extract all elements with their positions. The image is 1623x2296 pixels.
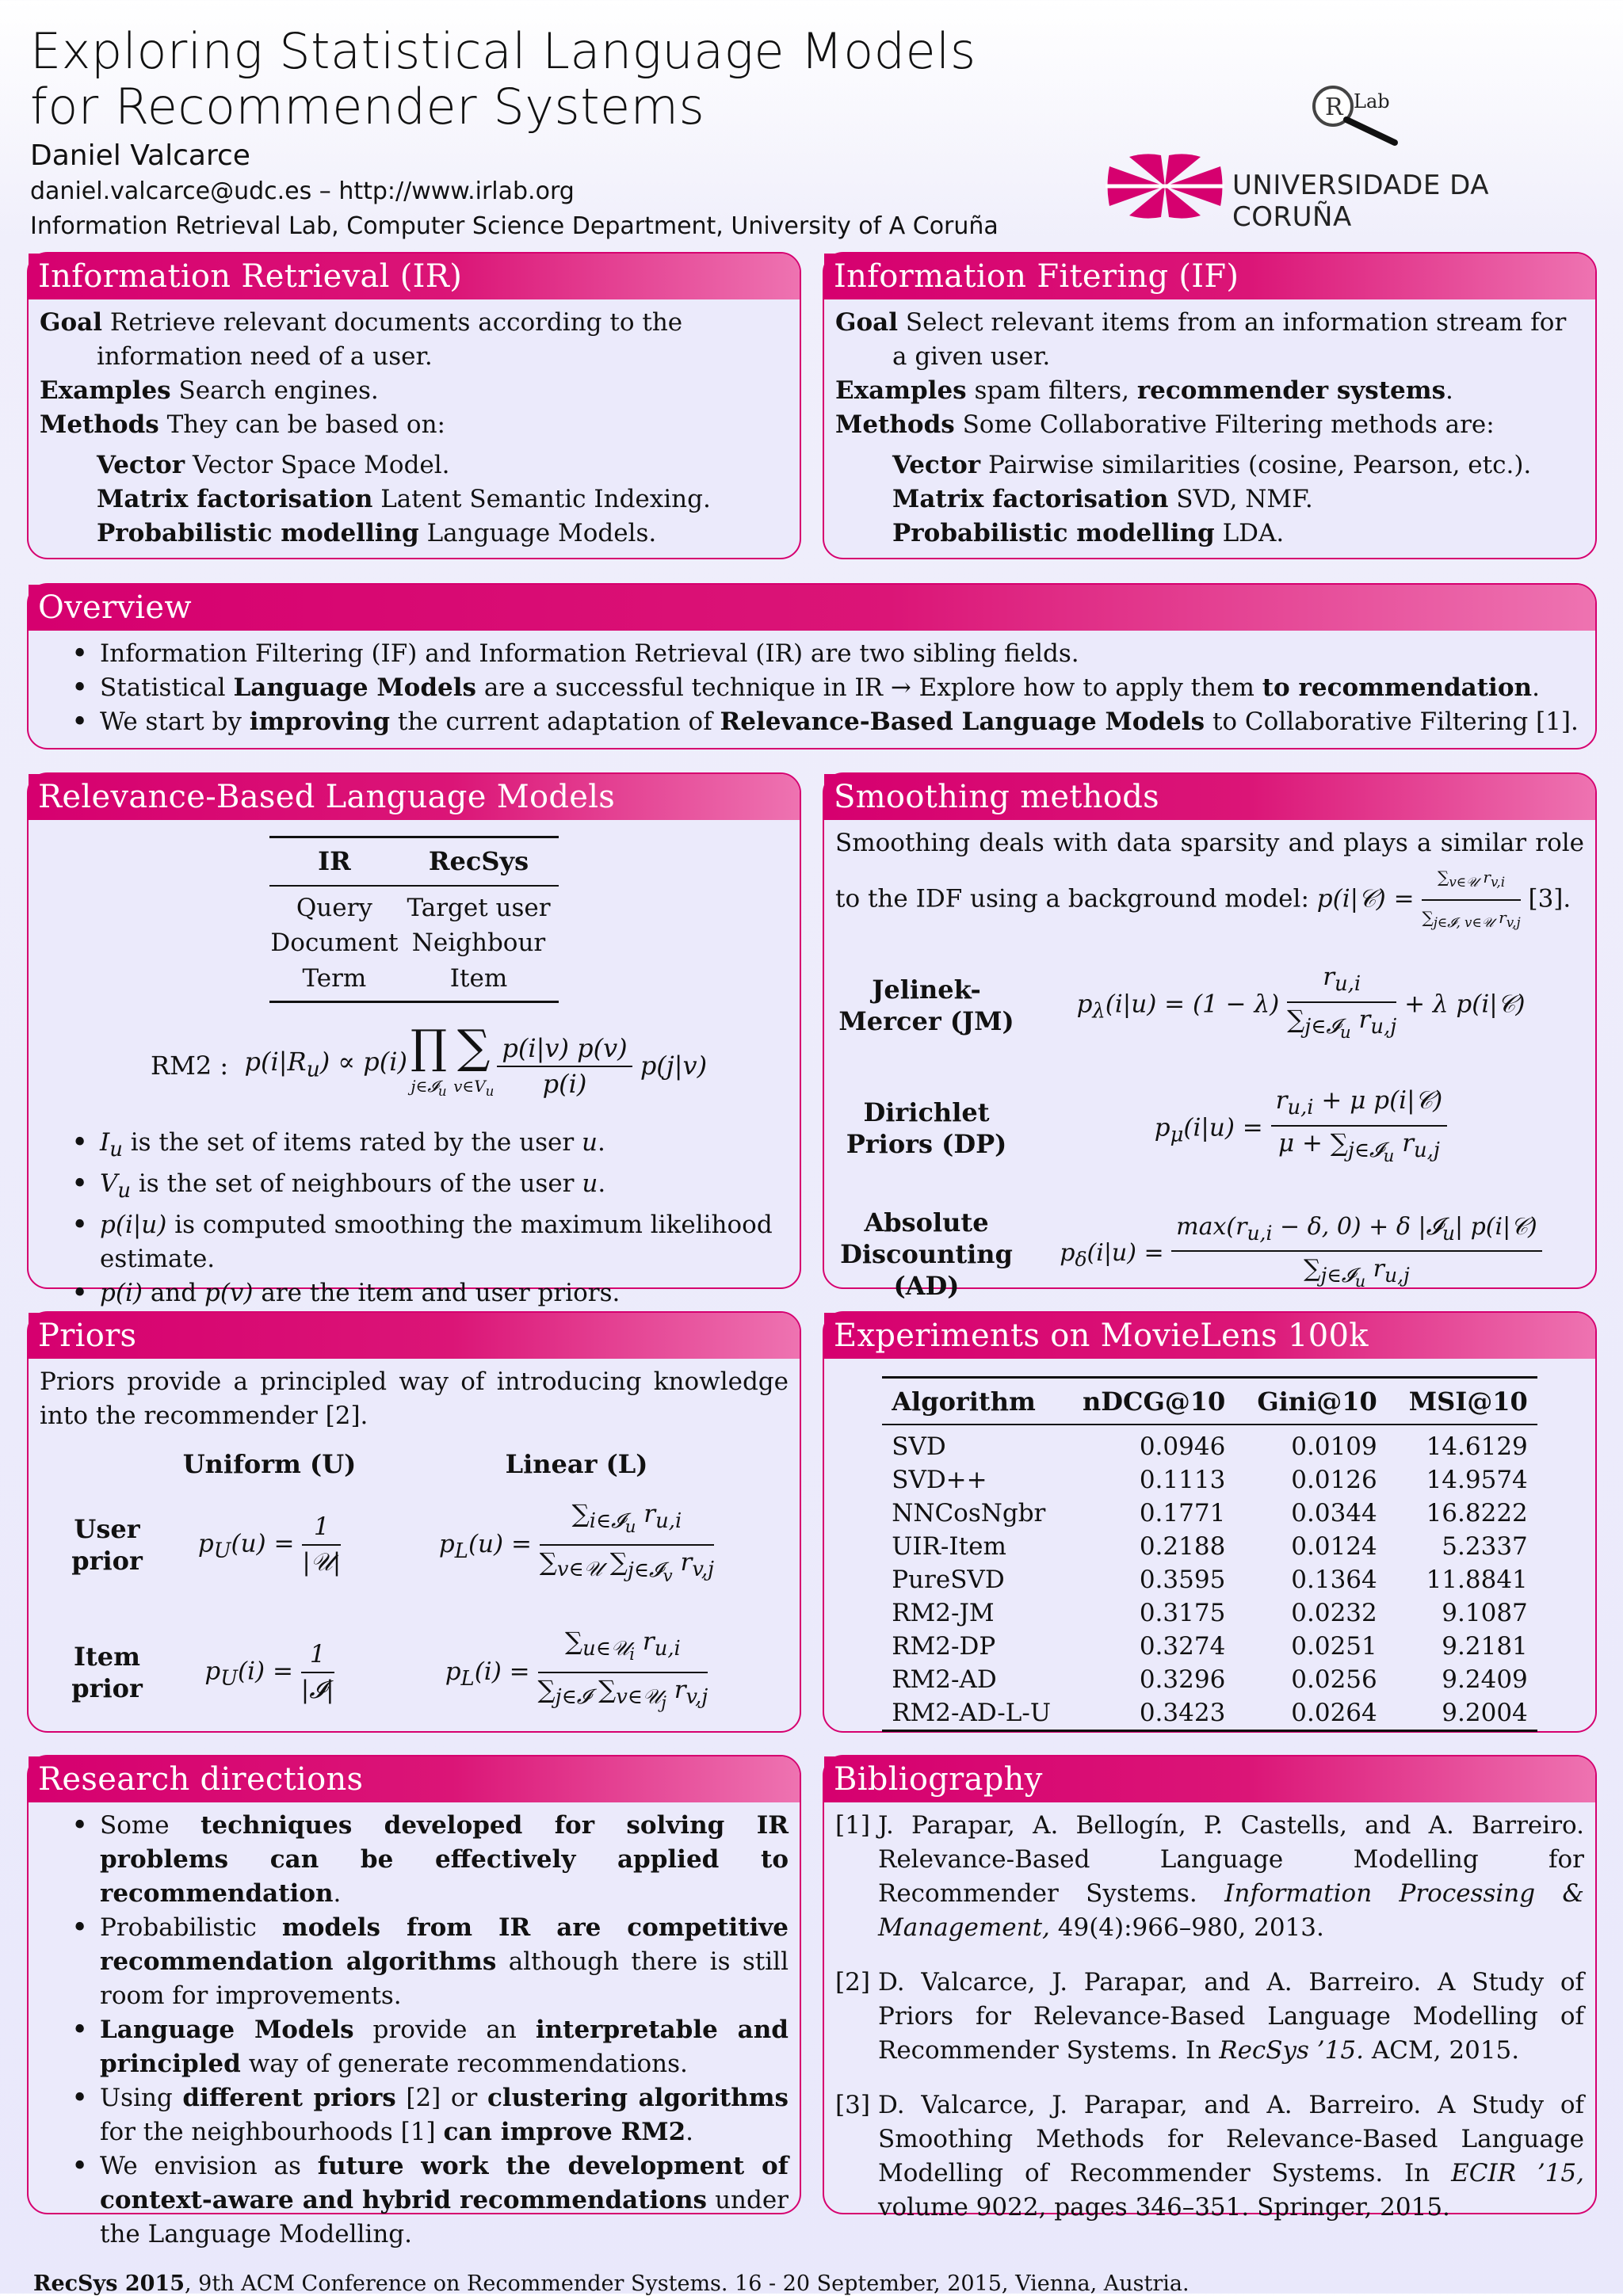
- bib-entry: [2] D. Valcarce, J. Parapar, and A. Barreiro. A Study of Priors for Relevance-Based Language Modelling of Recommender Systems. In RecSys ’15. ACM, 2015.: [835, 1968, 1584, 2065]
- section-research: [27, 1755, 801, 2248]
- results-table: Algorithm nDCG@10 Gini@10 MSI@10 SVD 0.0946 0.0109 14.6129 SVD++ 0.1113 0.0126 14.9574 NNCosNgbr 0.1771 0.0344 16.8222 UIR-Item 0.2188 0.0124 5.2337 PureSVD 0.3595 0.1364 11.8841 RM2-JM 0.3175 0.0232 9.1087 RM2-DP 0.3274 0.0251 9.2181 RM2-AD 0.3296 0.0256 9.2409 RM2-AD-L-U 0.3423 0.0264 9.2004: [882, 1376, 1537, 1732]
- irlab-logo: [1308, 79, 1403, 151]
- list-item: • Information Filtering (IF) and Information Retrieval (IR) are two sibling fields.: [100, 637, 1584, 671]
- list-item: • Using different priors [2] or clustering algorithms for the neighbourhoods [1] can improve RM2.: [100, 2081, 789, 2149]
- poster-title-line2: for Recommender Systems: [30, 78, 705, 135]
- table-cell: 0.0264: [1291, 1699, 1377, 1727]
- author-name: Daniel Valcarce: [30, 139, 250, 172]
- section-overview: [27, 583, 1597, 749]
- table-cell: 0.3296: [1139, 1665, 1226, 1694]
- table-cell: 9.2181: [1442, 1632, 1528, 1661]
- university-emblem-icon: [1106, 151, 1224, 222]
- table-cell: 0.0126: [1291, 1466, 1377, 1494]
- table-cell: 0.3595: [1139, 1566, 1226, 1594]
- section-title: Smoothing methods: [824, 774, 1595, 820]
- table-cell: 0.0256: [1291, 1665, 1377, 1694]
- table-cell: RM2-AD-L-U: [892, 1699, 1051, 1727]
- svg-text:R: R: [1325, 93, 1343, 121]
- table-cell: 14.9574: [1426, 1466, 1528, 1494]
- item-prior-row: Item prior $p_U(i)$ = $\frac{1}{\text{|𝓘|}}$ $p_L(i)$ = $\frac{\sum_{u\in 𝒰_i} r_{u,i}}{\sum_{j\in 𝓘} \sum_{v\in 𝒰_j} r_{v,j}}$: [40, 1625, 789, 1721]
- table-cell: 0.2188: [1139, 1532, 1226, 1561]
- table-cell: 14.6129: [1426, 1432, 1528, 1461]
- table-cell: 0.3274: [1139, 1632, 1226, 1661]
- table-cell: SVD: [892, 1432, 946, 1461]
- author-affiliation: Information Retrieval Lab, Computer Science Department, University of A Coruña: [30, 212, 999, 240]
- table-cell: 11.8841: [1426, 1566, 1528, 1594]
- list-item: • $I_u$ is the set of items rated by the user u.: [100, 1126, 789, 1167]
- section-priors: Priors Priors provide a principled way of introducing knowledge into the recommender [2]. Uniform (U) Linear (L) User prior $p_U(u)$ = $\frac{1}{\text{|𝒰|}}$ $p_L(u)$ = $\frac{\sum_{i\in 𝓘_u} r_{u,i}}{\sum_{v\in 𝒰} \sum_{j\in 𝓘_v} r_{v,j}}$ Item prior $p_U(i)$ = $\frac{1}{\text{|𝓘|}}$ $p_L(i)$ = $\frac{\sum_{u\in 𝒰_i} r_{u,i}}{\sum_{j\in 𝓘} \sum_{v\in 𝒰_j} r_{v,j}}$: [27, 1311, 801, 1733]
- footer-conference: RecSys 2015, 9th ACM Conference on Recommender Systems. 16 - 20 September, 2015, Vienna, Austria.: [33, 2271, 1190, 2296]
- table-cell: 0.1364: [1291, 1566, 1377, 1594]
- list-item: • p(i) and p(v) are the item and user priors.: [100, 1276, 789, 1310]
- table-row: [882, 1425, 1537, 1463]
- table-cell: 0.1113: [1139, 1466, 1226, 1494]
- section-bibliography: [823, 1755, 1597, 2222]
- section-title: Priors: [29, 1313, 800, 1359]
- section-title: Experiments on MovieLens 100k: [824, 1313, 1595, 1359]
- bib-entry: [1] J. Parapar, A. Bellogín, P. Castells, and A. Barreiro. Relevance-Based Language Modelling for Recommender Systems. Information Processing & Management, 49(4):966–980, 2013.: [835, 1811, 1585, 1942]
- table-cell: 0.0344: [1291, 1499, 1377, 1527]
- table-cell: 0.3423: [1139, 1699, 1226, 1727]
- section-relevance-models: [27, 772, 801, 1308]
- table-cell: 0.0946: [1139, 1432, 1226, 1461]
- irlab-logo-text: Lab: [1354, 90, 1390, 113]
- poster-header: [30, 24, 999, 244]
- table-cell: NNCosNgbr: [892, 1499, 1046, 1527]
- user-prior-row: User prior $p_U(u)$ = $\frac{1}{\text{|𝒰|}}$ $p_L(u)$ = $\frac{\sum_{i\in 𝓘_u} r_{u,i}}{\sum_{v\in 𝒰} \sum_{j\in 𝓘_v} r_{v,j}}$: [40, 1497, 789, 1593]
- section-title: Relevance-Based Language Models: [29, 774, 800, 820]
- table-row: [882, 1663, 1537, 1696]
- jm-formula-row: Jelinek-Mercer (JM) $p_\lambda(i|u) = (1 - \lambda)$ $\frac{r_{u,i}}{\sum_{j\in 𝓘_u} r_{u,j}}$ + λ p(i|𝒞): [835, 960, 1584, 1051]
- table-cell: 0.0232: [1291, 1599, 1377, 1627]
- table-cell: RM2-JM: [892, 1599, 995, 1627]
- list-item: • We envision as future work the development of context-aware and hybrid recommendations under the Language Modelling.: [100, 2149, 789, 2252]
- table-cell: 0.3175: [1139, 1599, 1226, 1627]
- section-smoothing: Smoothing methods Smoothing deals with data sparsity and plays a similar role to the IDF using a background model: p(i|𝒞) = $\frac{\sum_{v\in 𝒰} r_{v,i}}{\sum_{j\in 𝓘, v\in 𝒰} r_{v,j}}$ [3]. Jelinek-Mercer (JM) $p_\lambda(i|u) = (1 - \lambda)$ $\frac{r_{u,i}}{\sum_{j\in 𝓘_u} r_{u,j}}$ + λ p(i|𝒞) Dirichlet Priors (DP) $p_\mu(i|u)$ = $\frac{r_{u,i} + \mu p(i|𝒞)}{\mu + \sum_{j\in 𝓘_u} r_{u,j}}$ Absolute Discounting (AD) $p_\delta(i|u)$ = $\frac{\max(r_{u,i} - \delta, 0) + \delta |𝓘_u| p(i|𝒞)}{\sum_{j\in 𝓘_u} r_{u,j}}$: [823, 772, 1597, 1289]
- section-title: Bibliography: [824, 1756, 1595, 1802]
- table-row: [882, 1696, 1537, 1731]
- table-row: [882, 1463, 1537, 1497]
- table-cell: RM2-DP: [892, 1632, 996, 1661]
- table-row: [882, 1596, 1537, 1630]
- table-cell: 9.1087: [1442, 1599, 1528, 1627]
- rm2-formula: RM2 : $p(i|R_u) \propto p(i)$ ∏ j∈𝓘$_u$ ∑ $v\in V_u$ $\frac{p(i|v) p(v)}{p(i)}$ p(j|v): [151, 1020, 708, 1099]
- table-cell: PureSVD: [892, 1566, 1005, 1594]
- section-title: Information Fitering (IF): [824, 254, 1595, 299]
- table-row: [882, 1630, 1537, 1663]
- section-experiments: [823, 1311, 1597, 1733]
- table-row: [882, 1530, 1537, 1563]
- section-title: Information Retrieval (IR): [29, 254, 800, 299]
- list-item: • We start by improving the current adaptation of Relevance-Based Language Models to Collaborative Filtering [1].: [100, 705, 1584, 739]
- dp-formula-row: Dirichlet Priors (DP) $p_\mu(i|u)$ = $\frac{r_{u,i} + \mu p(i|𝒞)}{\mu + \sum_{j\in 𝓘_u} r_{u,j}}$: [835, 1084, 1584, 1174]
- table-row: [882, 1497, 1537, 1530]
- table-cell: 0.0109: [1291, 1432, 1377, 1461]
- table-cell: 16.8222: [1426, 1499, 1528, 1527]
- table-cell: 0.0124: [1291, 1532, 1377, 1561]
- list-item: • Language Models provide an interpretable and principled way of generate recommendations.: [100, 2013, 789, 2081]
- table-cell: UIR-Item: [892, 1532, 1006, 1561]
- university-name: UNIVERSIDADE DA CORUÑA: [1232, 170, 1489, 233]
- table-cell: 0.0251: [1291, 1632, 1377, 1661]
- list-item: • Statistical Language Models are a successful technique in IR → Explore how to apply them to recommendation.: [100, 671, 1584, 705]
- section-if: Information Fitering (IF) Goal Select relevant items from an information stream for a given user. Examples spam filters, recommender systems. Methods Some Collaborative Filtering methods are: Vector Pairwise similarities (cosine, Pearson, etc.). Matrix factorisation SVD, NMF. Probabilistic modelling LDA.: [823, 252, 1597, 559]
- university-logo: [1106, 151, 1573, 233]
- bib-entry: [3] D. Valcarce, J. Parapar, and A. Barreiro. A Study of Smoothing Methods for Relevance-Based Language Modelling of Recommender Systems. In ECIR ’15, volume 9022, pages 346–351. Springer, 2015.: [835, 2091, 1584, 2222]
- ir-recsys-table: IR RecSys Query Target user Document Neighbour Term Item: [269, 836, 558, 1003]
- list-item: • Probabilistic models from IR are competitive recommendation algorithms although there is still room for improvements.: [100, 1911, 789, 2013]
- table-cell: 5.2337: [1442, 1532, 1528, 1561]
- table-cell: 0.1771: [1139, 1499, 1226, 1527]
- table-cell: RM2-AD: [892, 1665, 997, 1694]
- table-cell: 9.2409: [1442, 1665, 1528, 1694]
- table-row: [882, 1563, 1537, 1596]
- section-title: Overview: [29, 585, 1595, 631]
- poster-title-line1: Exploring Statistical Language Models: [30, 22, 976, 80]
- table-cell: SVD++: [892, 1466, 987, 1494]
- list-item: • $V_u$ is the set of neighbours of the user u.: [100, 1167, 789, 1208]
- list-item: • Some techniques developed for solving IR problems can be effectively applied to recommendation.: [100, 1809, 789, 1911]
- list-item: • p(i|u) is computed smoothing the maximum likelihood estimate.: [100, 1208, 789, 1276]
- table-cell: 9.2004: [1442, 1699, 1528, 1727]
- section-ir: Information Retrieval (IR) Goal Retrieve relevant documents according to the information need of a user. Examples Search engines. Methods They can be based on: Vector Vector Space Model. Matrix factorisation Latent Semantic Indexing. Probabilistic modelling Language Models.: [27, 252, 801, 559]
- author-contact: daniel.valcarce@udc.es – http://www.irlab.org: [30, 177, 575, 205]
- ad-formula-row: Absolute Discounting (AD) $p_\delta(i|u)$ = $\frac{\max(r_{u,i} - \delta, 0) + \delta |𝓘_u| p(i|𝒞)}{\sum_{j\in 𝓘_u} r_{u,j}}$: [835, 1207, 1584, 1302]
- section-title: Research directions: [29, 1756, 800, 1802]
